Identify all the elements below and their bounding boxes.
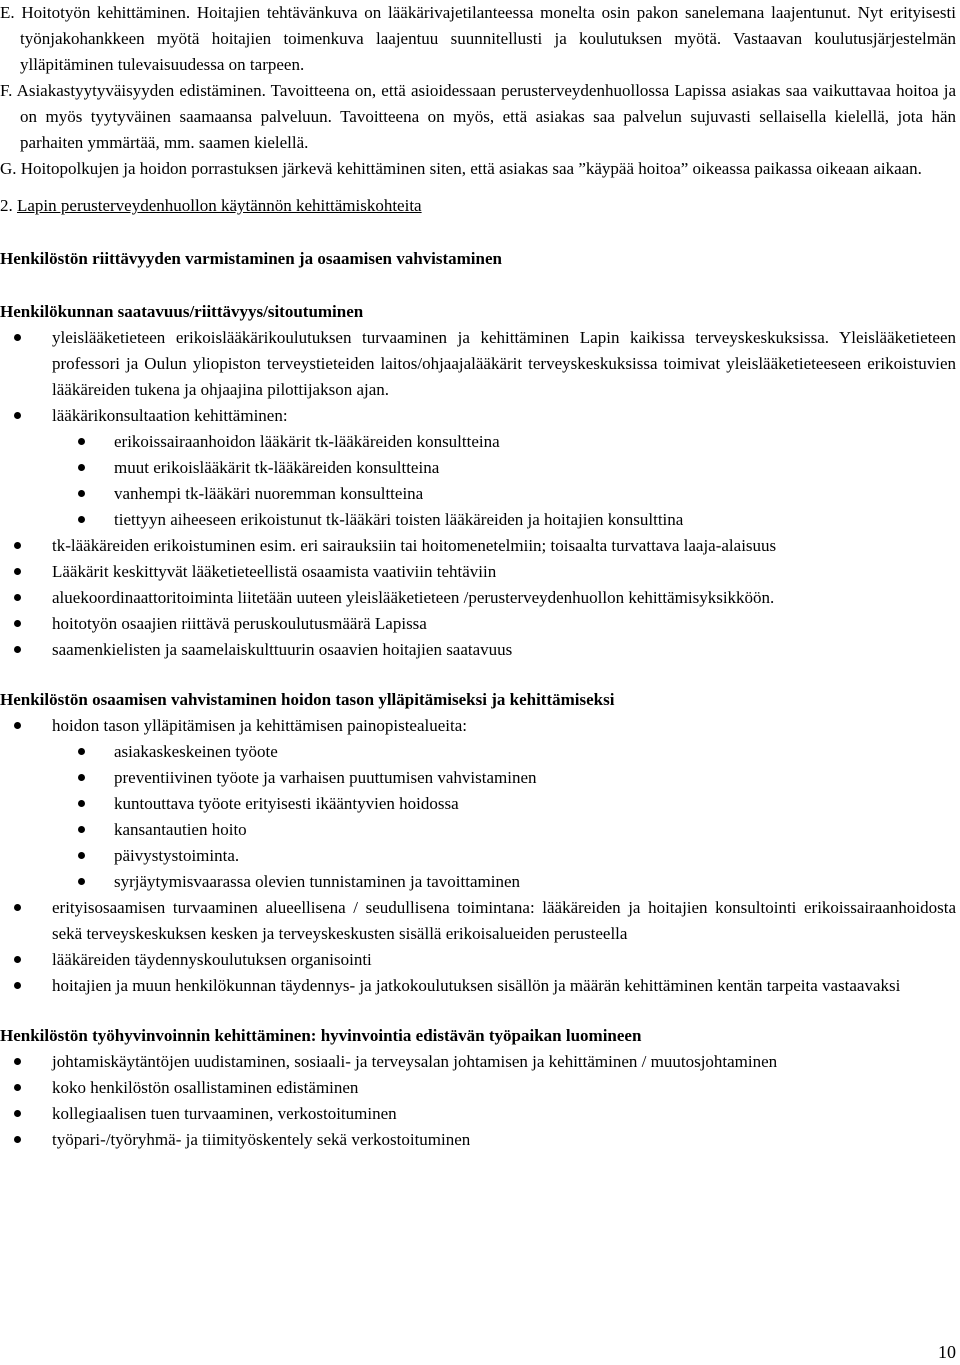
group2-heading: Henkilöstön osaamisen vahvistaminen hoidon tason ylläpitämiseksi ja kehittämiseksi bbox=[0, 690, 615, 709]
group3-heading: Henkilöstön työhyvinvoinnin kehittäminen: hyvinvointia edistävän työpaikan luomineen bbox=[0, 1026, 642, 1045]
bullet-icon bbox=[14, 1110, 21, 1117]
bullet-icon bbox=[78, 774, 85, 781]
bullet-icon bbox=[14, 1084, 21, 1091]
bullet-icon bbox=[14, 722, 21, 729]
bullet-icon bbox=[78, 800, 85, 807]
group1-heading: Henkilökunnan saatavuus/riittävyys/sitoutuminen bbox=[0, 302, 364, 321]
list-item: lääkärikonsultaation kehittäminen: erikoissairaanhoidon lääkärit tk-lääkäreiden konsultteina muut erikoislääkärit tk-lääkäreiden konsultteina vanhempi tk-lääkäri nuoremman konsultteina tiettyyn aiheeseen erikoistunut tk-lääkäri toisten lääkäreiden ja hoitajien konsulttina bbox=[0, 403, 956, 533]
bullet-icon bbox=[78, 516, 85, 523]
page-number: 10 bbox=[938, 1342, 956, 1362]
list-item: johtamiskäytäntöjen uudistaminen, sosiaali- ja terveysalan johtamisen ja kehittäminen / muutosjohtaminen bbox=[0, 1049, 956, 1075]
bullet-icon bbox=[78, 748, 85, 755]
group2-list bbox=[0, 713, 956, 999]
list-item: koko henkilöstön osallistaminen edistäminen bbox=[0, 1075, 956, 1101]
bullet-icon bbox=[14, 646, 21, 653]
list-item: kollegiaalisen tuen turvaaminen, verkostoituminen bbox=[0, 1101, 956, 1127]
paragraph-f: F. Asiakastyytyväisyyden edistäminen. Tavoitteena on, että asioidessaan perusterveydenhuollossa Lapissa asiakas saa vaikuttavaa hoitoa ja on myös tyytyväinen saamaansa palveluun. Tavoitteena on myös, että asiakas saa palvelun sujuvasti sellaisella kielellä, jota hän parhaiten ymmärtää, mm. saamen kielellä. bbox=[0, 81, 956, 152]
list-item: Lääkärit keskittyvät lääketieteellistä osaamista vaativiin tehtäviin bbox=[0, 559, 956, 585]
group3-list bbox=[0, 1049, 956, 1153]
bullet-icon bbox=[78, 878, 85, 885]
bullet-icon bbox=[14, 542, 21, 549]
bullet-icon bbox=[14, 568, 21, 575]
list-item: saamenkielisten ja saamelaiskulttuurin osaavien hoitajien saatavuus bbox=[0, 637, 956, 663]
bullet-icon bbox=[14, 982, 21, 989]
list-item: tk-lääkäreiden erikoistuminen esim. eri sairauksiin tai hoitomenetelmiin; toisaalta turvattava laaja-alaisuus bbox=[0, 533, 956, 559]
sub-list-item: kuntouttava työote erityisesti ikääntyvien hoidossa bbox=[0, 791, 956, 817]
group1-list bbox=[0, 325, 956, 663]
section-title: Lapin perusterveydenhuollon käytännön kehittämiskohteita bbox=[17, 196, 422, 215]
bullet-icon bbox=[78, 826, 85, 833]
section-number: 2. bbox=[0, 196, 13, 215]
list-item: aluekoordinaattoritoiminta liitetään uuteen yleislääketieteen /perusterveydenhuollon kehittämisyksikköön. bbox=[0, 585, 956, 611]
bullet-icon bbox=[14, 1136, 21, 1143]
bullet-icon bbox=[14, 620, 21, 627]
sub-list-item: muut erikoislääkärit tk-lääkäreiden konsultteina bbox=[0, 455, 956, 481]
sub-list-item: erikoissairaanhoidon lääkärit tk-lääkäreiden konsultteina bbox=[0, 429, 956, 455]
bullet-icon bbox=[78, 490, 85, 497]
bullet-icon bbox=[78, 464, 85, 471]
bullet-icon bbox=[14, 412, 21, 419]
sub-list-item: preventiivinen työote ja varhaisen puuttumisen vahvistaminen bbox=[0, 765, 956, 791]
bullet-icon bbox=[78, 852, 85, 859]
bullet-icon bbox=[14, 956, 21, 963]
bullet-icon bbox=[14, 904, 21, 911]
sub-list-item: tiettyyn aiheeseen erikoistunut tk-lääkäri toisten lääkäreiden ja hoitajien konsulttina bbox=[0, 507, 956, 533]
sub-list-item: vanhempi tk-lääkäri nuoremman konsultteina bbox=[0, 481, 956, 507]
focus-areas-sublist bbox=[52, 739, 956, 895]
paragraph-e: E. Hoitotyön kehittäminen. Hoitajien tehtävänkuva on lääkärivajetilanteessa monelta osin pakon sanelemana laajentunut. Nyt erityisesti työnjakohankkeen myötä hoitajien toimenkuva laajentuu suunnitellusti ja koulutuksen myötä. Vastaavan koulutusjärjestelmän ylläpitäminen tulevaisuudessa on tarpeen. bbox=[0, 3, 956, 74]
list-item: yleislääketieteen erikoislääkärikoulutuksen turvaaminen ja kehittäminen Lapin kaikissa terveyskeskuksissa. Yleislääketieteen professori ja Oulun yliopiston terveystieteiden laitos/ohjaajalääkärit terveyskeskuksissa toimivat yleislääketieteeseen erikoistuvien lääkäreiden tukena ja ohjaajina pilottijakson ajan. bbox=[0, 325, 956, 403]
list-item: hoidon tason ylläpitämisen ja kehittämisen painopistealueita: asiakaskeskeinen työote preventiivinen työote ja varhaisen puuttumisen vahvistaminen kuntouttava työote erityisesti ikääntyvien hoidossa kansantautien hoito päivystystoiminta. syrjäytymisvaarassa olevien tunnistaminen ja tavoittaminen bbox=[0, 713, 956, 895]
list-item: lääkäreiden täydennyskoulutuksen organisointi bbox=[0, 947, 956, 973]
sub-list-item: asiakaskeskeinen työote bbox=[0, 739, 956, 765]
main-heading: Henkilöstön riittävyyden varmistaminen ja osaamisen vahvistaminen bbox=[0, 249, 502, 268]
list-item: hoitotyön osaajien riittävä peruskoulutusmäärä Lapissa bbox=[0, 611, 956, 637]
section-2-heading bbox=[0, 193, 956, 219]
list-item: erityisosaamisen turvaaminen alueellisena / seudullisena toimintana: lääkäreiden ja hoitajien konsultointi erikoissairaanhoidosta sekä terveyskeskuksen kesken ja terveyskeskusten sisällä erikoisalueiden perusteella bbox=[0, 895, 956, 947]
bullet-icon bbox=[78, 438, 85, 445]
bullet-icon bbox=[14, 334, 21, 341]
sub-list-item: syrjäytymisvaarassa olevien tunnistaminen ja tavoittaminen bbox=[0, 869, 956, 895]
consultation-sublist bbox=[52, 429, 956, 533]
sub-list-item: päivystystoiminta. bbox=[0, 843, 956, 869]
bullet-icon bbox=[14, 1058, 21, 1065]
sub-list-item: kansantautien hoito bbox=[0, 817, 956, 843]
paragraph-g: G. Hoitopolkujen ja hoidon porrastuksen järkevä kehittäminen siten, että asiakas saa ”käypää hoitoa” oikeassa paikassa oikeaan aikaan. bbox=[0, 159, 922, 178]
list-item: työpari-/työryhmä- ja tiimityöskentely sekä verkostoituminen bbox=[0, 1127, 956, 1153]
list-item: hoitajien ja muun henkilökunnan täydennys- ja jatkokoulutuksen sisällön ja määrän kehittäminen kentän tarpeita vastaavaksi bbox=[0, 973, 956, 999]
bullet-icon bbox=[14, 594, 21, 601]
